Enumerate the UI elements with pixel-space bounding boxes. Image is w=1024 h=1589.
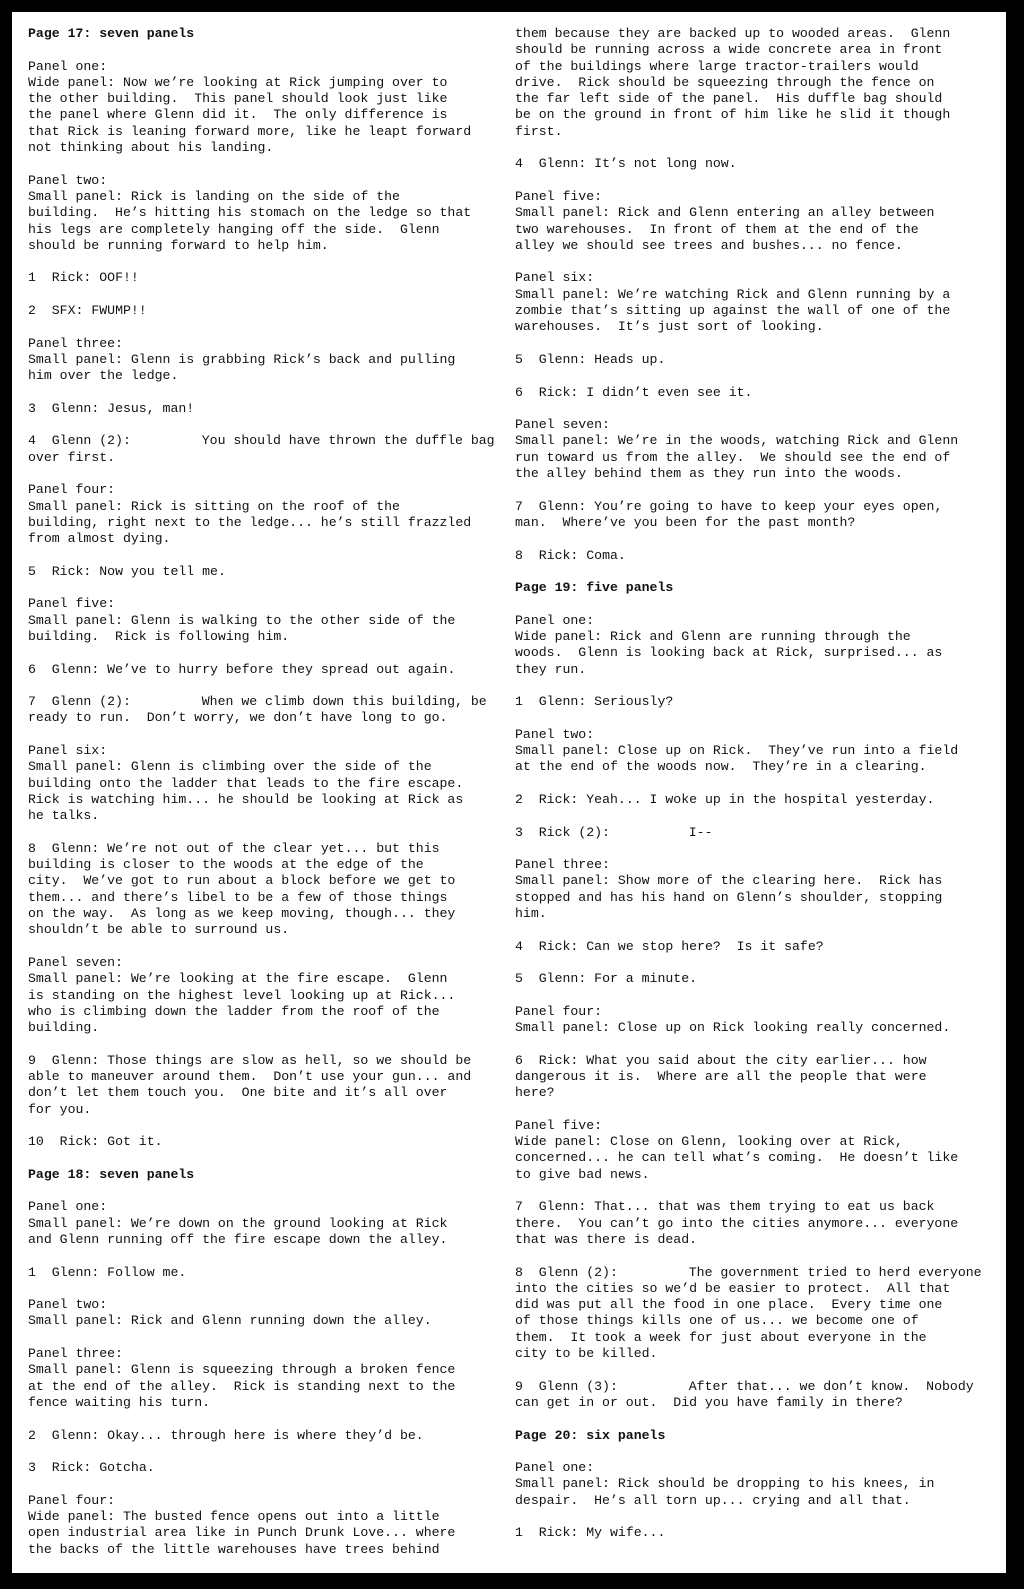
panel-description: [515, 613, 985, 678]
dialogue-line: [515, 499, 985, 532]
panel-description: [28, 1297, 498, 1330]
speaker-name: Glenn:: [538, 351, 587, 367]
dialogue-text: I--: [688, 824, 713, 840]
panel-line: Small panel: Show more of the clearing here. Rick has: [515, 873, 943, 889]
dialogue-line: [28, 1428, 498, 1444]
dialogue-line: [515, 352, 985, 368]
dialogue-text: When we climb down this building, be: [201, 694, 487, 710]
speaker-name: Glenn:: [51, 840, 100, 856]
panel-title: Panel six:: [28, 743, 108, 759]
speaker-name: Rick:: [538, 384, 579, 400]
panel-description: [28, 1346, 498, 1411]
right-column: [515, 26, 985, 1558]
speaker-tab: [539, 1379, 689, 1395]
panel-line: building. Rick is following him.: [28, 628, 290, 644]
panel-line: them because they are backed up to wooded areas. Glenn: [515, 26, 951, 41]
panel-line: Small panel: Rick and Glenn entering an alley between: [515, 205, 935, 221]
dialogue-line: [28, 1265, 498, 1281]
panel-title: Panel one:: [28, 1199, 108, 1215]
dialogue-first-line: [28, 662, 498, 678]
panel-line: fence waiting his turn.: [28, 1394, 211, 1410]
dialogue-line: [28, 694, 498, 727]
panel-line: the alley behind them as they run into the woods.: [515, 466, 903, 482]
line-number: 5: [28, 563, 36, 579]
speaker-name: Glenn:: [538, 156, 587, 172]
speaker-name: Rick:: [538, 1525, 579, 1541]
speaker-name: Rick:: [59, 1134, 100, 1150]
panel-description: [28, 482, 498, 547]
panel-line: two warehouses. In front of them at the end of the: [515, 221, 919, 237]
line-number: 5: [515, 971, 523, 987]
speaker-name: Rick:: [538, 938, 579, 954]
dialogue-continuation: here?: [515, 1085, 555, 1101]
dialogue-line: [28, 433, 498, 466]
panel-line: the panel where Glenn did it. The only difference is: [28, 107, 448, 123]
speaker-name: Rick:: [538, 547, 579, 563]
panel-description: [515, 1460, 985, 1509]
speaker-tab: [539, 825, 689, 841]
dialogue-text: Seriously?: [594, 694, 674, 710]
panel-line: at the end of the woods now. They’re in a clearing.: [515, 759, 927, 775]
dialogue-line: [515, 156, 985, 172]
line-number: 6: [28, 661, 36, 677]
dialogue-first-line: [28, 564, 498, 580]
panel-line: Wide panel: Rick and Glenn are running through the: [515, 628, 911, 644]
panel-line: from almost dying.: [28, 531, 171, 547]
panel-line: Rick is watching him... he should be looking at Rick as: [28, 791, 464, 807]
line-number: 4: [28, 433, 36, 449]
panel-description: [28, 1199, 498, 1248]
dialogue-continuation: there. You can’t go into the cities anymore... everyone: [515, 1215, 959, 1231]
dialogue-text: FWUMP!!: [91, 303, 147, 319]
panel-description: [515, 417, 985, 482]
line-number: 8: [28, 840, 36, 856]
panel-title: Panel two:: [515, 726, 595, 742]
panel-line: his legs are completely hanging off the side. Glenn: [28, 221, 440, 237]
panel-description: [28, 596, 498, 645]
speaker-name: Rick:: [538, 791, 579, 807]
speaker-name: Glenn:: [538, 971, 587, 987]
panel-title: Panel one:: [515, 612, 595, 628]
panel-line: drive. Rick should be squeezing through the fence on: [515, 74, 935, 90]
speaker-name: Rick:: [51, 270, 92, 286]
panel-line: stopped and has his hand on Glenn’s shoulder, stopping: [515, 889, 943, 905]
dialogue-first-line: [28, 1428, 498, 1444]
line-number: 8: [515, 1264, 523, 1280]
panel-title: Panel four:: [28, 482, 116, 498]
dialogue-line: [28, 841, 498, 939]
page-heading: [515, 1428, 985, 1444]
dialogue-line: [515, 825, 985, 841]
panel-line: woods. Glenn is looking back at Rick, surprised... as: [515, 645, 943, 661]
dialogue-line: [28, 303, 498, 319]
speaker-name: Glenn:: [51, 1264, 100, 1280]
dialogue-line: [28, 1460, 498, 1476]
speaker-name: Rick:: [51, 563, 92, 579]
panel-line: Small panel: We’re looking at the fire escape. Glenn: [28, 971, 448, 987]
line-number: 8: [515, 547, 523, 563]
panel-line: alley we should see trees and bushes... no fence.: [515, 237, 903, 253]
line-number: 6: [515, 1052, 523, 1068]
dialogue-continuation: over first.: [28, 449, 116, 465]
dialogue-continuation: can get in or out. Did you have family in there?: [515, 1394, 903, 1410]
dialogue-first-line: [515, 499, 985, 515]
dialogue-text: OOF!!: [99, 270, 139, 286]
panel-line: Small panel: Rick is landing on the side of the: [28, 188, 400, 204]
panel-description: [28, 1493, 498, 1558]
speaker-name: Glenn:: [51, 1427, 100, 1443]
dialogue-first-line: [28, 270, 498, 286]
dialogue-continuation: city. We’ve got to run about a block before we get to: [28, 873, 456, 889]
panel-line: at the end of the alley. Rick is standing next to the: [28, 1378, 456, 1394]
panel-line: Small panel: Rick should be dropping to his knees, in: [515, 1476, 935, 1492]
dialogue-first-line: [28, 433, 498, 449]
panel-description: [28, 173, 498, 254]
panel-title: Panel two:: [28, 172, 108, 188]
panel-description: [515, 1004, 985, 1037]
dialogue-text: Can we stop here? Is it safe?: [586, 938, 824, 954]
dialogue-continuation: for you.: [28, 1101, 92, 1117]
dialogue-continuation: into the cities so we’d be easier to protect. All that: [515, 1280, 951, 1296]
line-number: 7: [28, 694, 36, 710]
dialogue-line: [515, 1265, 985, 1363]
panel-line: should be running across a wide concrete area in front: [515, 42, 943, 58]
panel-description: [515, 189, 985, 254]
speaker-name: Rick:: [538, 1052, 579, 1068]
line-number: 2: [28, 303, 36, 319]
panel-line: him.: [515, 906, 547, 922]
panel-line: Wide panel: Now we’re looking at Rick jumping over to: [28, 74, 448, 90]
dialogue-text: Coma.: [586, 547, 626, 563]
dialogue-first-line: [515, 385, 985, 401]
panel-line: Small panel: Close up on Rick. They’ve run into a field: [515, 743, 959, 759]
speaker-name: Glenn:: [51, 661, 100, 677]
panel-line: Small panel: Close up on Rick looking really concerned.: [515, 1020, 951, 1036]
dialogue-continuation: ready to run. Don’t worry, we don’t have long to go.: [28, 710, 448, 726]
line-number: 5: [515, 351, 523, 367]
panel-line: building.: [28, 1020, 100, 1036]
panel-title: Panel five:: [515, 188, 603, 204]
panel-line: Small panel: Rick is sitting on the roof of the: [28, 498, 400, 514]
dialogue-text: After that... we don’t know. Nobody: [688, 1378, 974, 1394]
panel-line: Small panel: Glenn is grabbing Rick’s back and pulling: [28, 351, 456, 367]
page-heading: [515, 580, 985, 596]
panel-line: of the buildings where large tractor-trailers would: [515, 58, 919, 74]
dialogue-line: [28, 1134, 498, 1150]
panel-title: Panel seven:: [28, 954, 123, 970]
dialogue-continuation: them... and there’s libel to be a few of those things: [28, 889, 448, 905]
dialogue-text: My wife...: [586, 1525, 666, 1541]
dialogue-first-line: [515, 792, 985, 808]
panel-line: Wide panel: Close on Glenn, looking over at Rick,: [515, 1134, 903, 1150]
dialogue-text: Gotcha.: [99, 1460, 155, 1476]
dialogue-line: [28, 662, 498, 678]
line-number: 6: [515, 384, 523, 400]
speaker-name: Glenn:: [51, 1052, 100, 1068]
panel-line: despair. He’s all torn up... crying and all that.: [515, 1492, 911, 1508]
panel-line: Wide panel: The busted fence opens out into a little: [28, 1509, 440, 1525]
dialogue-text: For a minute.: [594, 971, 698, 987]
panel-line: warehouses. It’s just sort of looking.: [515, 319, 824, 335]
dialogue-first-line: [515, 1199, 985, 1215]
dialogue-first-line: [28, 1134, 498, 1150]
dialogue-first-line: [515, 1379, 985, 1395]
panel-line: the backs of the little warehouses have trees behind: [28, 1541, 440, 1557]
panel-line: is standing on the highest level looking up at Rick...: [28, 987, 456, 1003]
panel-description: [28, 336, 498, 385]
dialogue-continuation: on the way. As long as we keep moving, though... they: [28, 906, 456, 922]
dialogue-text: You’re going to have to keep your eyes open,: [594, 498, 943, 514]
panel-line: open industrial area like in Punch Drunk Love... where: [28, 1525, 456, 1541]
line-number: 10: [28, 1134, 44, 1150]
panel-description: [515, 270, 985, 335]
line-number: 3: [515, 824, 523, 840]
panel-description: [28, 743, 498, 824]
panel-line: concerned... he can tell what’s coming. He doesn’t like: [515, 1150, 959, 1166]
panel-description: [28, 59, 498, 157]
line-number: 1: [515, 1525, 523, 1541]
dialogue-text: It’s not long now.: [594, 156, 737, 172]
dialogue-text: Jesus, man!: [107, 400, 195, 416]
dialogue-line: [28, 564, 498, 580]
dialogue-line: [28, 1053, 498, 1118]
dialogue-continuation: man. Where’ve you been for the past month?: [515, 514, 856, 530]
speaker-name: Glenn:: [538, 1199, 587, 1215]
speaker-name: Glenn:: [51, 400, 100, 416]
panel-line: Small panel: Glenn is walking to the other side of the: [28, 612, 456, 628]
panel-line: Small panel: Rick and Glenn running down the alley.: [28, 1313, 432, 1329]
dialogue-text: Follow me.: [107, 1264, 187, 1280]
speaker-name: Glenn:: [538, 694, 587, 710]
speaker-name: Glenn (2):: [538, 1264, 618, 1280]
panel-line: and Glenn running off the fire escape down the alley.: [28, 1231, 448, 1247]
script-page: [12, 12, 1006, 1573]
dialogue-first-line: [515, 352, 985, 368]
dialogue-continuation: shouldn’t be able to surround us.: [28, 922, 290, 938]
panel-title: Panel four:: [28, 1492, 116, 1508]
line-number: 2: [515, 791, 523, 807]
panel-line: building, right next to the ledge... he’s still frazzled: [28, 514, 472, 530]
dialogue-continuation: building is closer to the woods at the edge of the: [28, 857, 424, 873]
dialogue-text: What you said about the city earlier... how: [586, 1052, 927, 1068]
dialogue-first-line: [515, 548, 985, 564]
panel-title: Panel three:: [28, 1346, 123, 1362]
speaker-name: Rick:: [51, 1460, 92, 1476]
dialogue-first-line: [28, 1265, 498, 1281]
speaker-name: SFX:: [51, 303, 84, 319]
dialogue-continuation: able to maneuver around them. Don’t use your gun... and: [28, 1069, 472, 1084]
dialogue-text: Okay... through here is where they’d be.: [107, 1427, 424, 1443]
dialogue-first-line: [28, 1460, 498, 1476]
dialogue-text: The government tried to herd everyone: [688, 1264, 982, 1280]
panel-title: Panel five:: [28, 596, 116, 612]
panel-line: the far left side of the panel. His duffle bag should: [515, 91, 943, 107]
panel-line: Small panel: Glenn is squeezing through a broken fence: [28, 1362, 456, 1378]
panel-line: building onto the ladder that leads to the fire escape.: [28, 775, 464, 791]
dialogue-text: That... that was them trying to eat us back: [594, 1199, 935, 1215]
page-heading: [28, 26, 498, 42]
panel-line: the other building. This panel should look just like: [28, 91, 448, 107]
panel-line: Small panel: Glenn is climbing over the side of the: [28, 759, 432, 775]
speaker-tab: [52, 694, 202, 710]
line-number: 1: [28, 1264, 36, 1280]
speaker-tab: [539, 1265, 689, 1281]
dialogue-text: Yeah... I woke up in the hospital yesterday.: [586, 791, 935, 807]
line-number: 1: [28, 270, 36, 286]
line-number: 7: [515, 1199, 523, 1215]
panel-description: [515, 727, 985, 776]
line-number: 7: [515, 498, 523, 514]
dialogue-first-line: [515, 694, 985, 710]
panel-title: Panel two:: [28, 1297, 108, 1313]
panel-title: Panel six:: [515, 270, 595, 286]
dialogue-first-line: [28, 694, 498, 710]
panel-title: Panel one:: [28, 58, 108, 74]
dialogue-text: Got it.: [107, 1134, 163, 1150]
panel-description-continued: [515, 26, 985, 140]
panel-line: they run.: [515, 661, 587, 677]
page-heading-text: Page 19: five panels: [515, 580, 674, 596]
panel-line: he talks.: [28, 808, 100, 824]
page-heading-text: Page 20: six panels: [515, 1427, 666, 1443]
speaker-name: Glenn (2):: [51, 433, 131, 449]
dialogue-line: [515, 971, 985, 987]
panel-line: not thinking about his landing.: [28, 140, 274, 156]
dialogue-line: [515, 548, 985, 564]
dialogue-text: I didn’t even see it.: [586, 384, 753, 400]
dialogue-line: [515, 1053, 985, 1102]
page-heading: [28, 1167, 498, 1183]
dialogue-text: Those things are slow as hell, so we should be: [107, 1052, 472, 1068]
dialogue-continuation: them. It took a week for just about everyone in the: [515, 1329, 927, 1345]
line-number: 1: [515, 694, 523, 710]
dialogue-line: [515, 1525, 985, 1541]
dialogue-first-line: [515, 1265, 985, 1281]
panel-line: first.: [515, 123, 563, 139]
line-number: 4: [515, 156, 523, 172]
dialogue-text: Heads up.: [594, 351, 666, 367]
panel-description: [28, 955, 498, 1036]
dialogue-continuation: dangerous it is. Where are all the people that were: [515, 1069, 927, 1084]
dialogue-continuation: of those things kills one of us... we become one of: [515, 1313, 919, 1329]
dialogue-first-line: [28, 1053, 498, 1069]
dialogue-first-line: [515, 825, 985, 841]
dialogue-first-line: [28, 841, 498, 857]
panel-line: that Rick is leaning forward more, like he leapt forward: [28, 123, 472, 139]
panel-title: Panel one:: [515, 1460, 595, 1476]
panel-line: building. He’s hitting his stomach on the ledge so that: [28, 205, 472, 221]
dialogue-first-line: [28, 303, 498, 319]
page-heading-text: Page 17: seven panels: [28, 26, 195, 41]
dialogue-line: [515, 1199, 985, 1248]
dialogue-first-line: [515, 1053, 985, 1069]
dialogue-line: [515, 694, 985, 710]
speaker-tab: [52, 433, 202, 449]
dialogue-continuation: city to be killed.: [515, 1346, 658, 1362]
panel-description: [515, 1118, 985, 1183]
dialogue-continuation: don’t let them touch you. One bite and it’s all over: [28, 1085, 448, 1101]
line-number: 4: [515, 938, 523, 954]
panel-title: Panel five:: [515, 1117, 603, 1133]
dialogue-line: [515, 1379, 985, 1412]
panel-description: [515, 857, 985, 922]
line-number: 2: [28, 1427, 36, 1443]
panel-title: Panel three:: [28, 335, 123, 351]
dialogue-first-line: [515, 939, 985, 955]
panel-line: zombie that’s sitting up against the wall of one of the: [515, 303, 951, 319]
line-number: 9: [515, 1378, 523, 1394]
dialogue-line: [515, 385, 985, 401]
speaker-name: Rick (2):: [538, 824, 610, 840]
speaker-name: Glenn:: [538, 498, 587, 514]
panel-line: Small panel: We’re down on the ground looking at Rick: [28, 1215, 448, 1231]
panel-line: who is climbing down the ladder from the roof of the: [28, 1003, 440, 1019]
line-number: 9: [28, 1052, 36, 1068]
dialogue-text: You should have thrown the duffle bag: [201, 433, 495, 449]
dialogue-first-line: [28, 401, 498, 417]
dialogue-continuation: that was there is dead.: [515, 1231, 698, 1247]
panel-line: Small panel: We’re watching Rick and Glenn running by a: [515, 286, 951, 302]
dialogue-first-line: [515, 156, 985, 172]
line-number: 3: [28, 400, 36, 416]
dialogue-line: [28, 401, 498, 417]
dialogue-text: We’re not out of the clear yet... but this: [107, 840, 440, 856]
page-heading-text: Page 18: seven panels: [28, 1166, 195, 1182]
panel-title: Panel four:: [515, 1003, 603, 1019]
panel-line: should be running forward to help him.: [28, 237, 329, 253]
dialogue-line: [28, 270, 498, 286]
panel-line: run toward us from the alley. We should see the end of: [515, 449, 951, 465]
dialogue-first-line: [515, 1525, 985, 1541]
dialogue-first-line: [515, 971, 985, 987]
line-number: 3: [28, 1460, 36, 1476]
panel-title: Panel three:: [515, 857, 610, 873]
panel-title: Panel seven:: [515, 417, 610, 433]
dialogue-text: We’ve to hurry before they spread out again.: [107, 661, 456, 677]
dialogue-continuation: did was put all the food in one place. Every time one: [515, 1297, 943, 1313]
panel-line: Small panel: We’re in the woods, watching Rick and Glenn: [515, 433, 959, 449]
dialogue-line: [515, 792, 985, 808]
panel-line: be on the ground in front of him like he slid it though: [515, 107, 951, 123]
speaker-name: Glenn (2):: [51, 694, 131, 710]
speaker-name: Glenn (3):: [538, 1378, 618, 1394]
panel-line: him over the ledge.: [28, 368, 179, 384]
dialogue-line: [515, 939, 985, 955]
dialogue-text: Now you tell me.: [99, 563, 226, 579]
panel-line: to give bad news.: [515, 1166, 650, 1182]
left-column: [28, 26, 498, 1573]
